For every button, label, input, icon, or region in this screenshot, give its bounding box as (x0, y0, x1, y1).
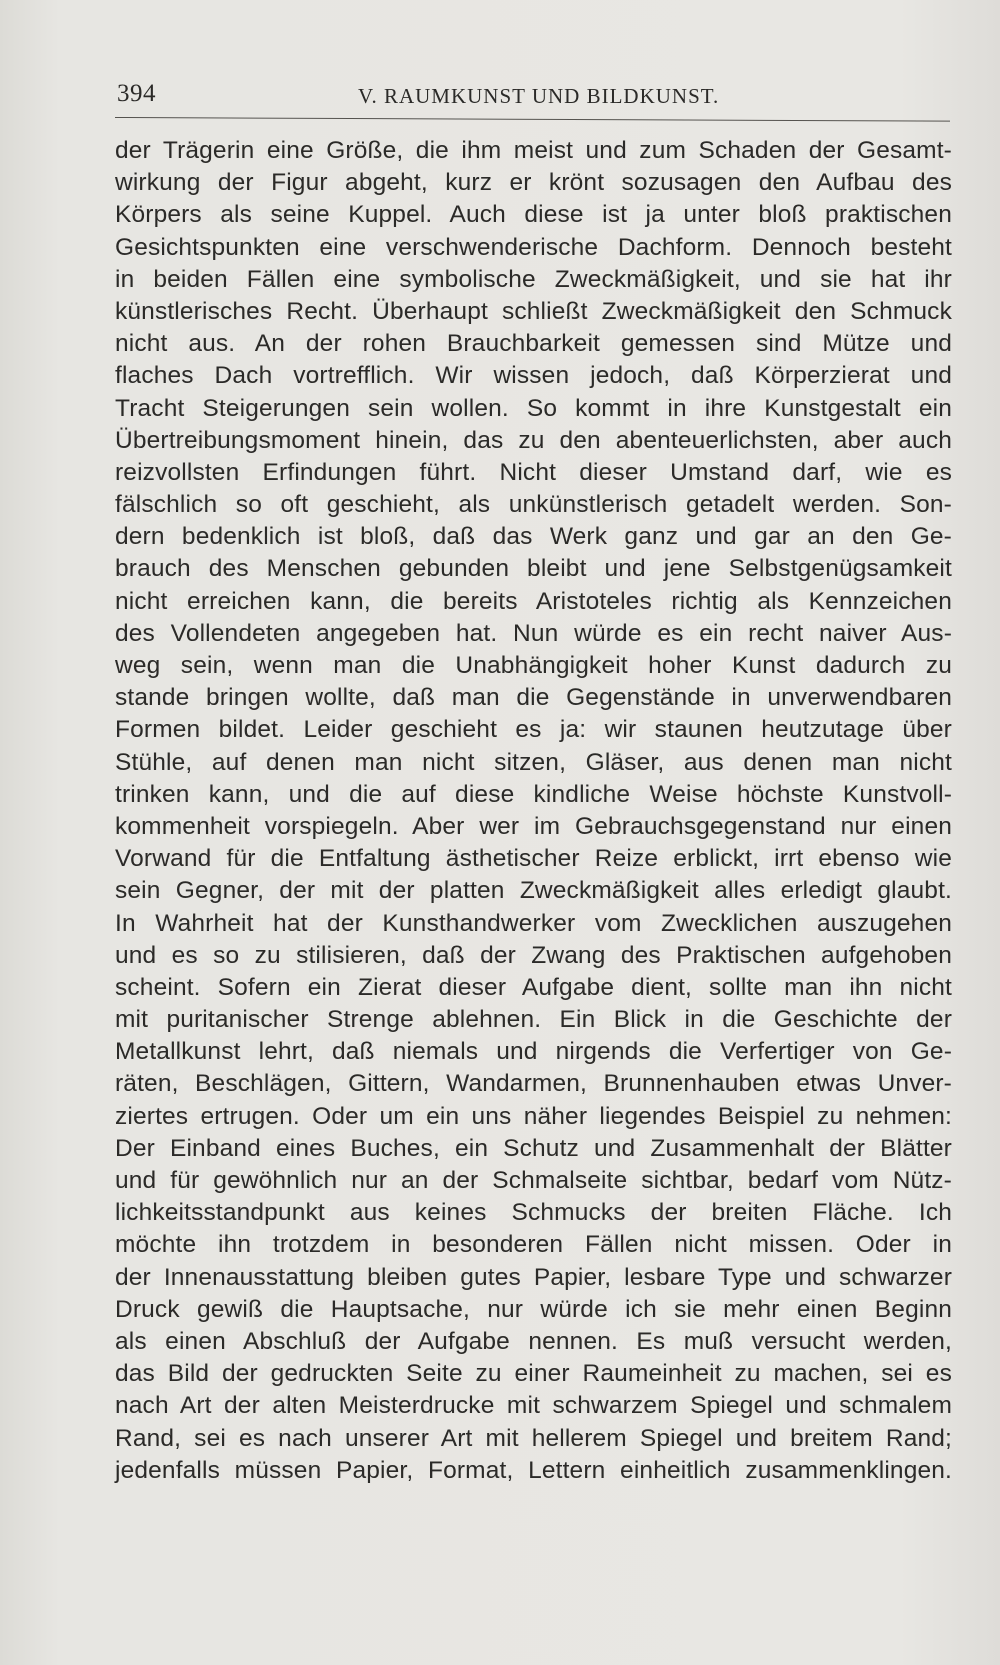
text-line: Formen bildet. Leider geschieht es ja: wir staunen heutzutage über (115, 716, 952, 744)
text-line: und es so zu stilisieren, daß der Zwang des Praktischen aufgehoben (115, 941, 952, 969)
text-line: in beiden Fällen eine symbolische Zweckmäßigkeit, und sie hat ihr (115, 265, 952, 293)
text-line: Metallkunst lehrt, daß niemals und nirgends die Verfertiger von Ge- (115, 1038, 952, 1066)
text-line: weg sein, wenn man die Unabhängigkeit hoher Kunst dadurch zu (115, 652, 952, 679)
text-line: ziertes ertrugen. Oder um ein uns näher liegendes Beispiel zu nehmen: (115, 1102, 952, 1130)
text-line: jedenfalls müssen Papier, Format, Lettern einheitlich zusammenklingen. (115, 1456, 952, 1484)
text-line: kommenheit vorspiegeln. Aber wer im Gebrauchsgegenstand nur einen (115, 812, 952, 840)
text-line: wirkung der Figur abgeht, kurz er krönt sozusagen den Aufbau des (115, 169, 952, 197)
text-line: des Vollendeten angegeben hat. Nun würde es ein recht naiver Aus- (115, 619, 952, 647)
text-line: möchte ihn trotzdem in besonderen Fällen nicht missen. Oder in (115, 1231, 952, 1259)
text-line: räten, Beschlägen, Gittern, Wandarmen, Brunnenhauben etwas Unver- (115, 1070, 952, 1098)
text-line: fälschlich so oft geschieht, als unkünstlerisch getadelt werden. Son- (115, 491, 952, 519)
text-line: flaches Dach vortrefflich. Wir wissen jedoch, daß Körperzierat und (115, 362, 952, 390)
text-line: als einen Abschluß der Aufgabe nennen. Es muß versucht werden, (115, 1327, 952, 1355)
text-line: dern bedenklich ist bloß, daß das Werk ganz und gar an den Ge- (115, 523, 952, 551)
text-line: Rand, sei es nach unserer Art mit hellerem Spiegel und breitem Rand; (115, 1424, 952, 1452)
text-line: nicht aus. An der rohen Brauchbarkeit gemessen sind Mütze und (115, 330, 952, 358)
text-line: und für gewöhnlich nur an der Schmalseite sichtbar, bedarf vom Nütz- (115, 1167, 952, 1194)
text-line: Der Einband eines Buches, ein Schutz und Zusammenhalt der Blätter (115, 1134, 952, 1162)
text-line: künstlerisches Recht. Überhaupt schließt Zweckmäßigkeit den Schmuck (115, 297, 952, 325)
text-line: das Bild der gedruckten Seite zu einer Raumeinheit zu machen, sei es (115, 1360, 952, 1388)
text-line: Körpers als seine Kuppel. Auch diese ist ja unter bloß praktischen (115, 201, 952, 229)
text-line: lichkeitsstandpunkt aus keines Schmucks der breiten Fläche. Ich (115, 1199, 952, 1227)
text-line: nach Art der alten Meisterdrucke mit schwarzem Spiegel und schmalem (115, 1392, 952, 1420)
text-line: reizvollsten Erfindungen führt. Nicht dieser Umstand darf, wie es (115, 458, 952, 486)
text-line: der Trägerin eine Größe, die ihm meist und zum Schaden der Gesamt- (115, 137, 952, 164)
text-line: Tracht Steigerungen sein wollen. So kommt in ihre Kunstgestalt ein (115, 394, 952, 422)
text-line: Übertreibungsmoment hinein, das zu den abenteuerlichsten, aber auch (115, 426, 952, 454)
text-line: Vorwand für die Entfaltung ästhetischer Reize erblickt, irrt ebenso wie (115, 845, 952, 873)
text-line: mit puritanischer Strenge ablehnen. Ein Blick in die Geschichte der (115, 1006, 952, 1034)
text-line: Druck gewiß die Hauptsache, nur würde ich sie mehr einen Beginn (115, 1295, 952, 1323)
text-line: nicht erreichen kann, die bereits Aristoteles richtig als Kennzeichen (115, 587, 952, 615)
text-line: scheint. Sofern ein Zierat dieser Aufgabe dient, sollte man ihn nicht (115, 973, 952, 1001)
text-line: brauch des Menschen gebunden bleibt und jene Selbstgenügsamkeit (115, 555, 952, 583)
text-line: trinken kann, und die auf diese kindliche Weise höchste Kunstvoll- (115, 780, 952, 808)
text-line: In Wahrheit hat der Kunsthandwerker vom Zwecklichen auszugehen (115, 909, 952, 937)
text-line: Gesichtspunkten eine verschwenderische Dachform. Dennoch besteht (115, 233, 952, 261)
text-line: der Innenausstattung bleiben gutes Papier, lesbare Type und schwarzer (115, 1263, 952, 1291)
text-line: sein Gegner, der mit der platten Zweckmäßigkeit alles erledigt glaubt. (115, 877, 952, 905)
page-number: 394 (117, 80, 156, 107)
text-line: Stühle, auf denen man nicht sitzen, Gläser, aus denen man nicht (115, 748, 952, 776)
text-line: stande bringen wollte, daß man die Gegenstände in unverwendbaren (115, 684, 952, 712)
running-head: V. RAUMKUNST UND BILDKUNST. (358, 84, 720, 108)
body-text (115, 135, 952, 1487)
header-rule (115, 117, 950, 122)
page-header (115, 80, 950, 120)
